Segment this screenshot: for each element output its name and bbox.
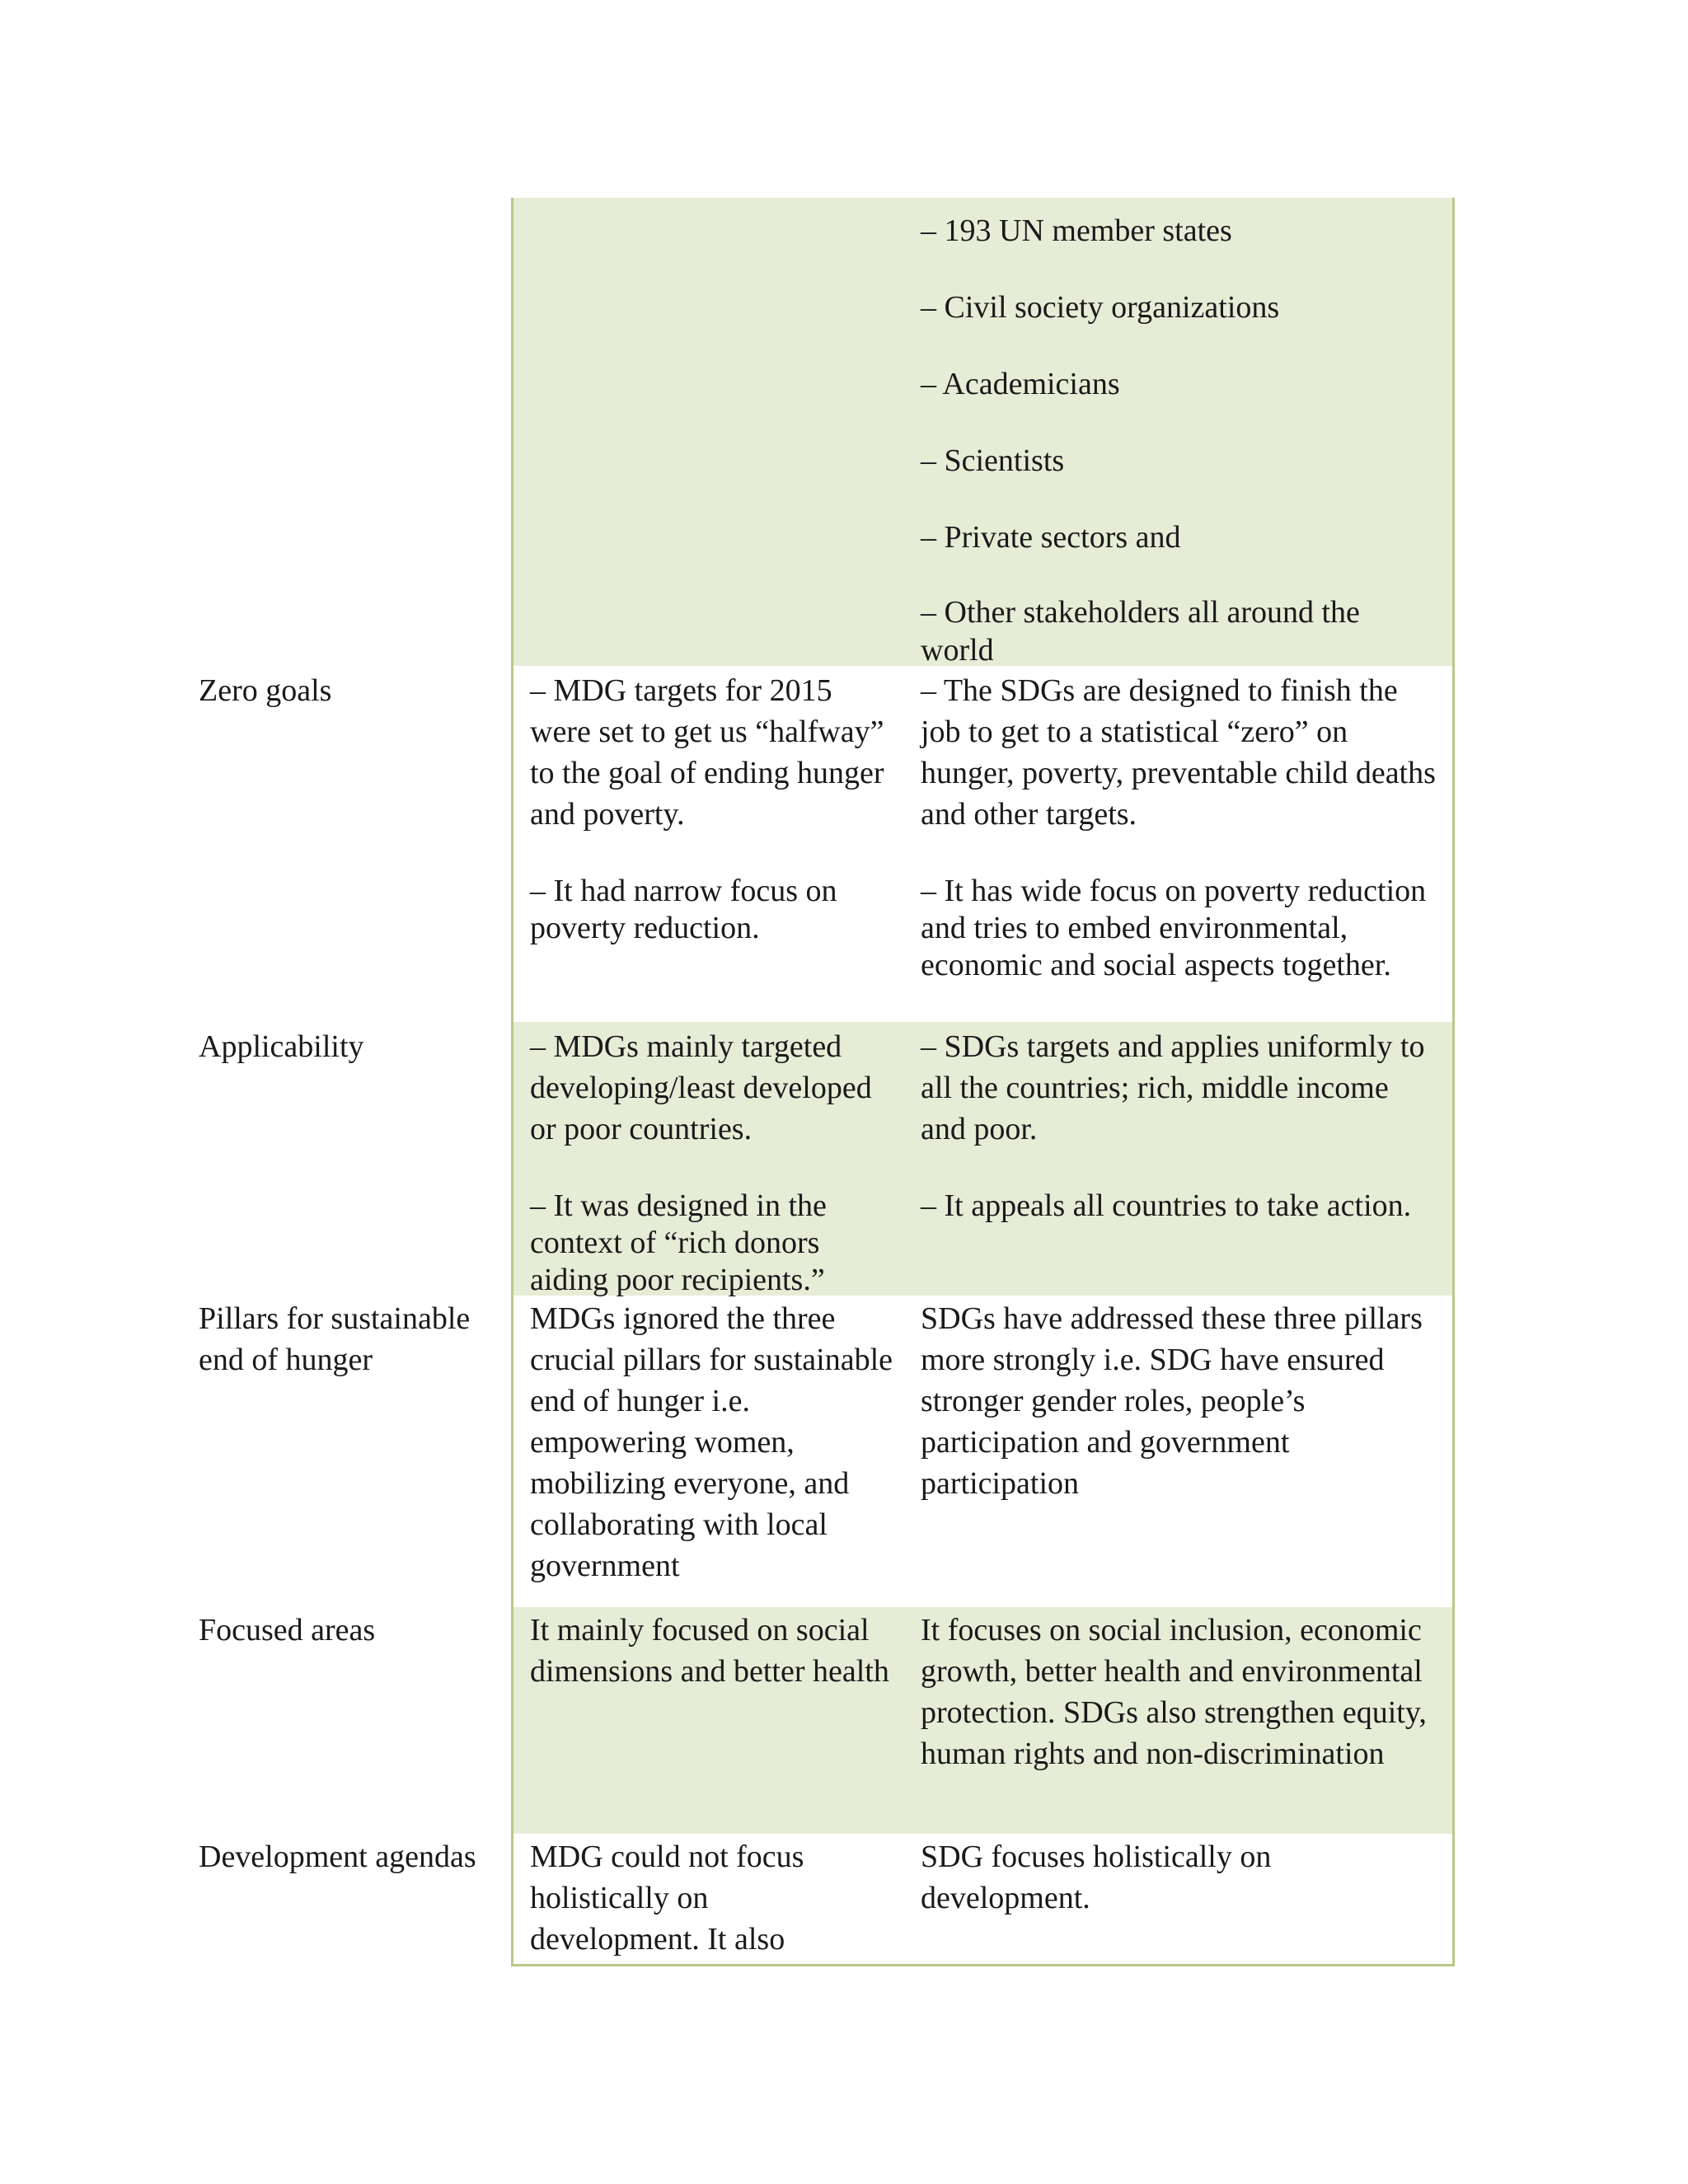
row-label-focused-areas: Focused areas xyxy=(199,1613,376,1647)
mdg-development-agendas: MDG could not focus holistically on development. It also xyxy=(530,1840,804,1957)
sdg-paragraph: – SDGs targets and applies uniformly to all the countries; rich, middle income and poor. xyxy=(921,1029,1425,1146)
mdg-zero-goals xyxy=(530,670,893,947)
row-label-pillars: Pillars for sustainable end of hunger xyxy=(199,1301,471,1377)
list-item: – Scientists xyxy=(921,443,1065,478)
list-item: – Private sectors and xyxy=(921,520,1181,555)
mdg-paragraph: – It had narrow focus on poverty reduction. xyxy=(530,874,837,945)
sdg-pillars: SDGs have addressed these three pillars more strongly i.e. SDG have ensured stronger gender roles, people’s participation and government participation xyxy=(921,1301,1423,1501)
row-label-development-agendas: Development agendas xyxy=(199,1840,476,1874)
row-label-applicability: Applicability xyxy=(199,1029,364,1064)
sdg-stakeholders-list xyxy=(921,210,1440,669)
mdg-pillars: MDGs ignored the three crucial pillars for sustainable end of hunger i.e. empowering women, mobilizing everyone, and collaborating with local government xyxy=(530,1301,893,1583)
sdg-paragraph: – The SDGs are designed to finish the job to get to a statistical “zero” on hunger, poverty, preventable child deaths and other targets. xyxy=(921,673,1436,832)
list-item: – Academicians xyxy=(921,367,1120,401)
sdg-paragraph: – It has wide focus on poverty reduction and tries to embed environmental, economic and social aspects together. xyxy=(921,874,1427,982)
sdg-paragraph: – It appeals all countries to take action. xyxy=(921,1188,1412,1223)
mdg-paragraph: – It was designed in the context of “rich donors aiding poor recipients.” xyxy=(530,1188,827,1297)
mdg-focused-areas: It mainly focused on social dimensions and better health xyxy=(530,1613,889,1689)
sdg-development-agendas: SDG focuses holistically on development. xyxy=(921,1840,1272,1915)
row-label-zero-goals: Zero goals xyxy=(199,673,332,708)
sdg-zero-goals xyxy=(921,670,1440,984)
list-item: – Other stakeholders all around the world xyxy=(921,595,1360,668)
mdg-applicability xyxy=(530,1026,893,1299)
sdg-applicability xyxy=(921,1026,1440,1225)
mdg-paragraph: – MDG targets for 2015 were set to get us “halfway” to the goal of ending hunger and poverty. xyxy=(530,673,884,832)
list-item: – 193 UN member states xyxy=(921,213,1232,248)
mdg-paragraph: – MDGs mainly targeted developing/least developed or poor countries. xyxy=(530,1029,872,1146)
sdg-focused-areas: It focuses on social inclusion, economic growth, better health and environmental protection. SDGs also strengthen equity, human rights and non-discrimination xyxy=(921,1613,1427,1771)
list-item: – Civil society organizations xyxy=(921,290,1280,325)
